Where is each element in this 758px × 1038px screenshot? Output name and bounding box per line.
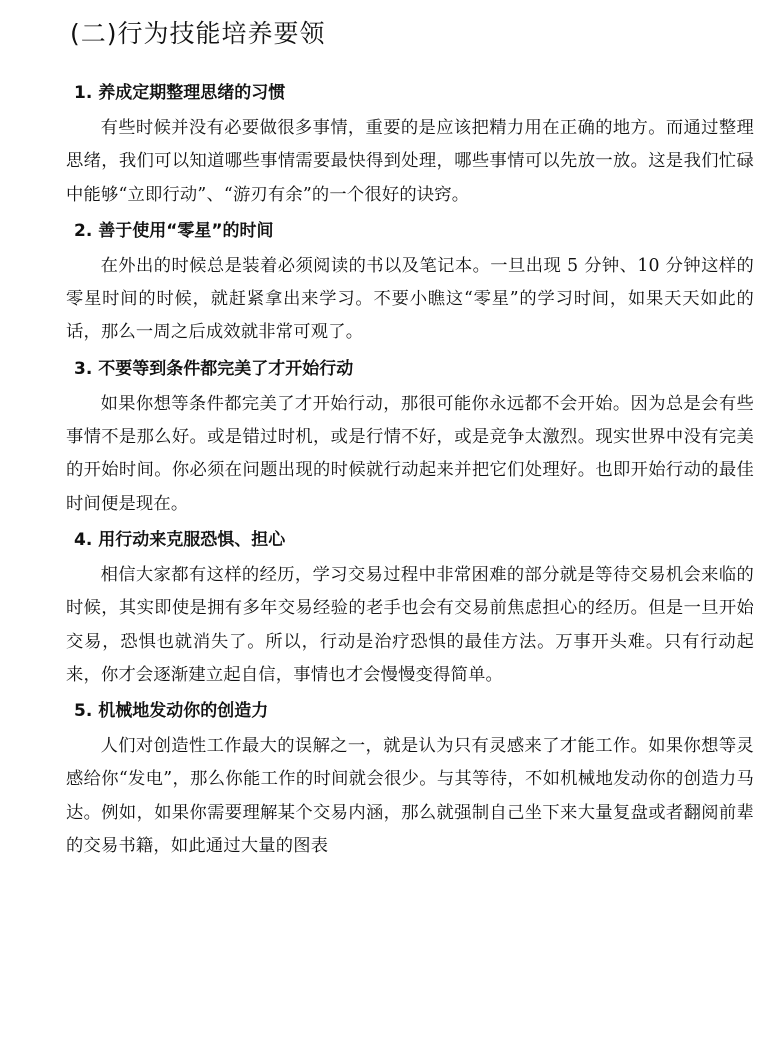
item-heading: 4. 用行动来克服恐惧、担心 <box>74 529 286 550</box>
content-body <box>66 74 754 863</box>
item-5 <box>66 692 754 863</box>
item-paragraph: 有些时候并没有必要做很多事情，重要的是应该把精力用在正确的地方。而通过整理思绪，我们可以知道哪些事情需要最快得到处理，哪些事情可以先放一放。这是我们忙碌中能够“立即行动”、“游刃有余”的一个很好的诀窍。 <box>66 118 754 205</box>
item-heading: 3. 不要等到条件都完美了才开始行动 <box>74 358 354 379</box>
item-1 <box>66 74 754 212</box>
item-paragraph: 如果你想等条件都完美了才开始行动，那很可能你永远都不会开始。因为总是会有些事情不是那么好。或是错过时机，或是行情不好，或是竞争太激烈。现实世界中没有完美的开始时间。你必须在问题出现的时候就行动起来并把它们处理好。也即开始行动的最佳时间便是现在。 <box>66 393 754 514</box>
item-2 <box>66 212 754 350</box>
item-heading: 2. 善于使用“零星”的时间 <box>74 220 274 241</box>
item-4 <box>66 521 754 692</box>
item-paragraph: 在外出的时候总是装着必须阅读的书以及笔记本。一旦出现 5 分钟、10 分钟这样的零星时间的时候，就赶紧拿出来学习。不要小瞧这“零星”的学习时间，如果天天如此的话，那么一周之后成效就非常可观了。 <box>66 255 754 343</box>
item-3 <box>66 350 754 521</box>
item-paragraph: 相信大家都有这样的经历，学习交易过程中非常困难的部分就是等待交易机会来临的时候，其实即使是拥有多年交易经验的老手也会有交易前焦虑担心的经历。但是一旦开始交易，恐惧也就消失了。所以，行动是治疗恐惧的最佳方法。万事开头难。只有行动起来，你才会逐渐建立起自信，事情也才会慢慢变得简单。 <box>66 564 754 685</box>
item-heading: 5. 机械地发动你的创造力 <box>74 701 269 722</box>
item-paragraph: 人们对创造性工作最大的误解之一，就是认为只有灵感来了才能工作。如果你想等灵感给你“发电”，那么你能工作的时间就会很少。与其等待，不如机械地发动你的创造力马达。例如，如果你需要理解某个交易内涵，那么就强制自己坐下来大量复盘或者翻阅前辈的交易书籍，如此通过大量的图表 <box>66 736 754 857</box>
item-heading: 1. 养成定期整理思绪的习惯 <box>74 83 286 103</box>
section-title: (二)行为技能培养要领 <box>70 19 326 48</box>
